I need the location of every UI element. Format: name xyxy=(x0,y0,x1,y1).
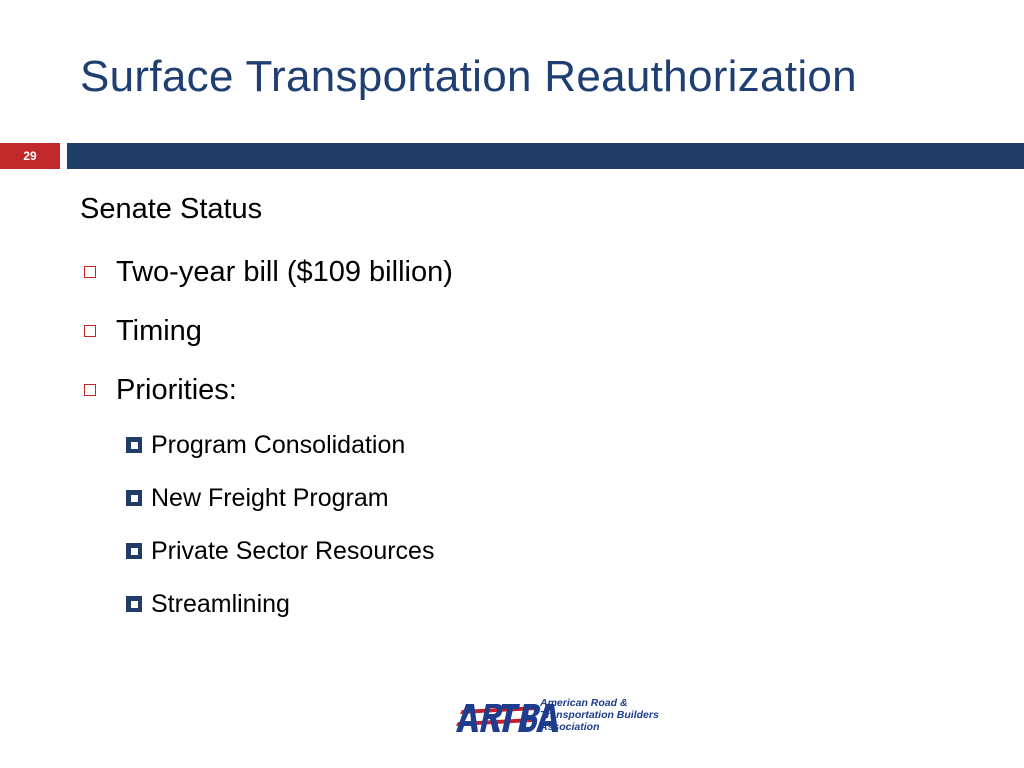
bullet-item xyxy=(84,370,237,410)
slide-number: 29 xyxy=(23,149,37,163)
filled-square-bullet-icon xyxy=(126,490,142,506)
sub-bullet-text: New Freight Program xyxy=(151,483,389,512)
filled-square-bullet-icon xyxy=(126,437,142,453)
logo-text xyxy=(540,697,659,733)
sub-bullet-item xyxy=(126,481,389,515)
hollow-square-bullet-icon xyxy=(84,384,96,396)
bullet-text: Timing xyxy=(116,314,202,347)
sub-bullet-item xyxy=(126,428,405,462)
bullet-text: Two-year bill ($109 billion) xyxy=(116,255,453,288)
logo-line: Association xyxy=(540,721,600,733)
sub-bullet-item xyxy=(126,587,290,621)
hollow-square-bullet-icon xyxy=(84,325,96,337)
bullet-item xyxy=(84,252,453,292)
filled-square-bullet-icon xyxy=(126,596,142,612)
sub-bullet-text: Streamlining xyxy=(151,589,290,618)
logo-line: American Road & xyxy=(540,697,628,709)
logo-line: Transportation Builders xyxy=(540,709,659,721)
hollow-square-bullet-icon xyxy=(84,266,96,278)
section-heading: Senate Status xyxy=(80,193,263,225)
sub-bullet-text: Program Consolidation xyxy=(151,430,406,459)
bullet-item xyxy=(84,311,202,351)
sub-bullet-item xyxy=(126,534,434,568)
filled-square-bullet-icon xyxy=(126,543,142,559)
sub-bullet-text: Private Sector Resources xyxy=(151,536,435,565)
slide-title: Surface Transportation Reauthorization xyxy=(80,52,857,101)
bullet-text: Priorities: xyxy=(116,373,237,406)
